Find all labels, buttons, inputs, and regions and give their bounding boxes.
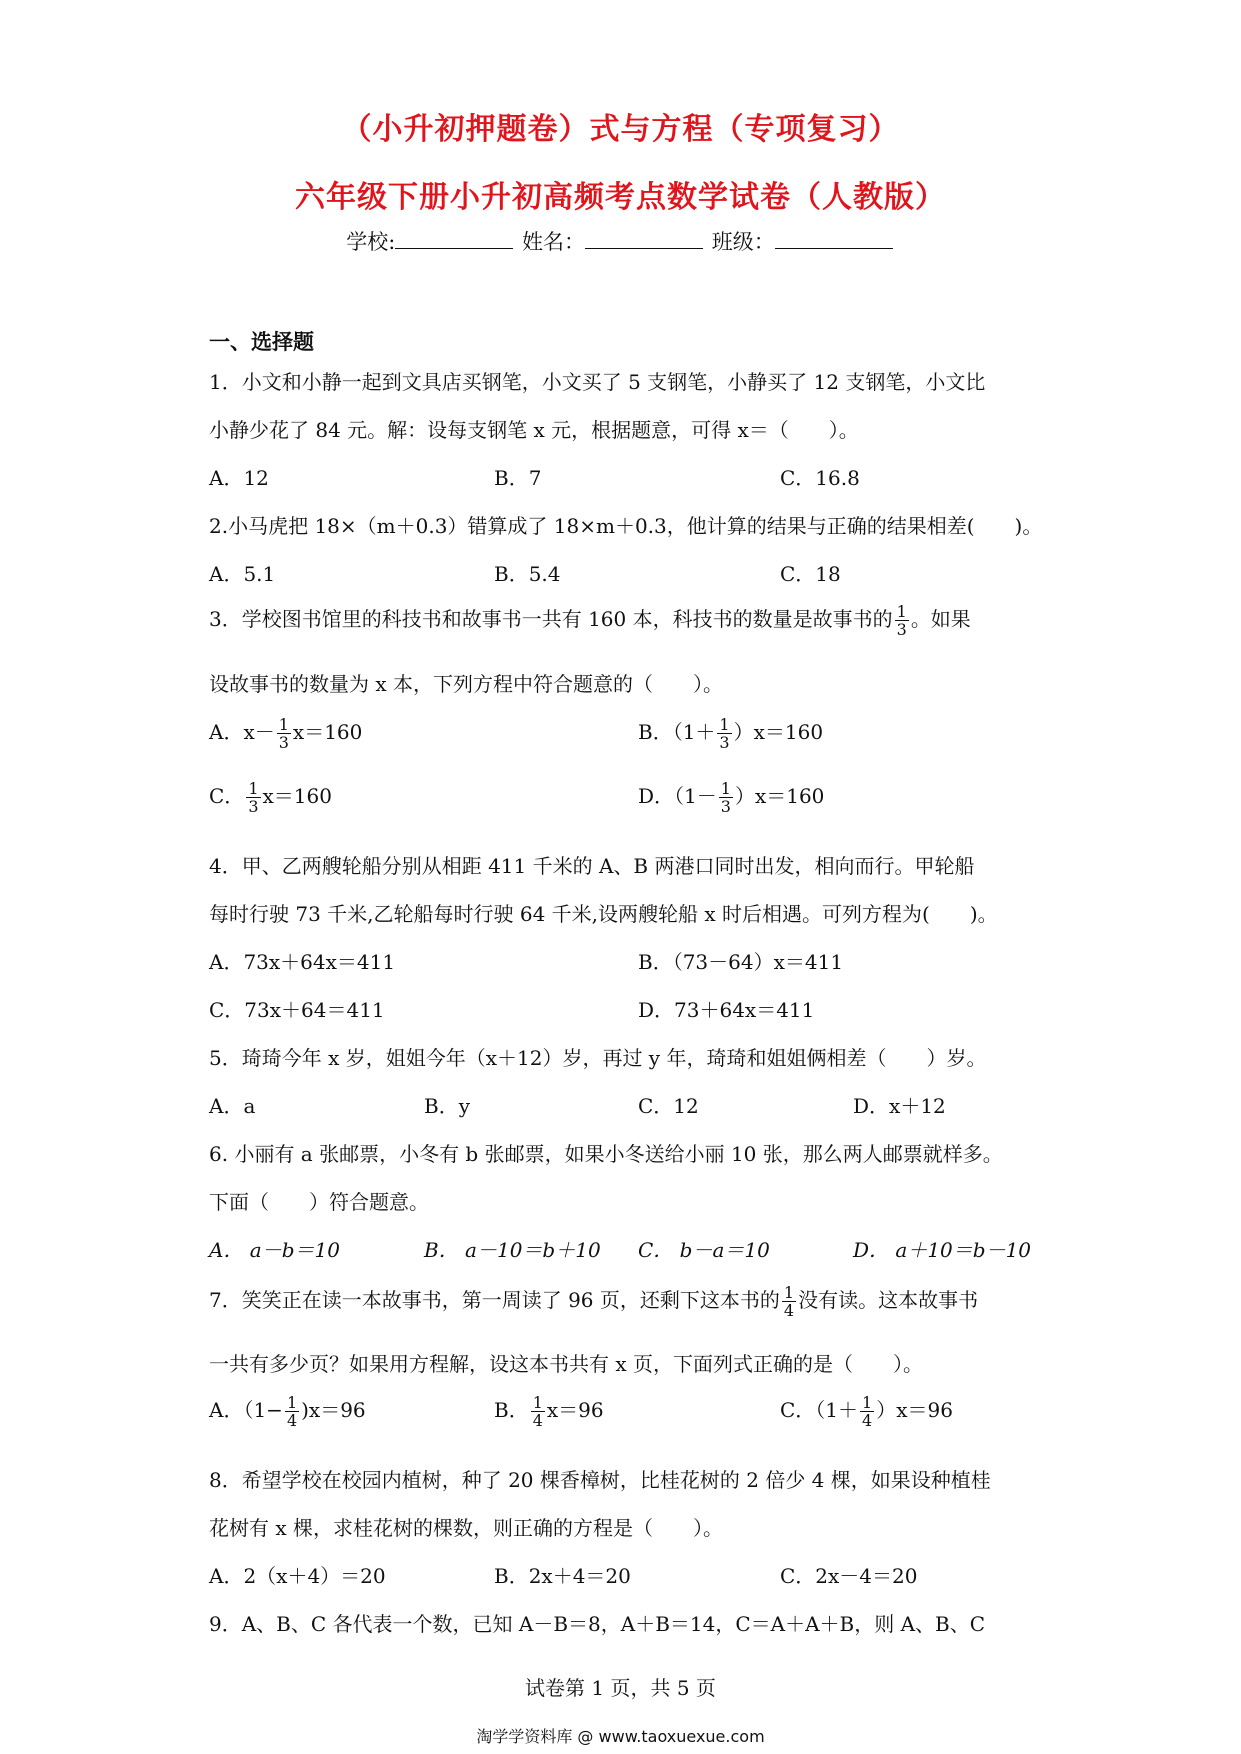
q9-line1: 9．A、B、C 各代表一个数，已知 A－B＝8，A＋B＝14，C＝A＋A＋B，则 A、B、C: [209, 1612, 986, 1636]
fraction: $\frac{1}{3}$: [896, 602, 907, 639]
q4-option-d: D．73＋64x＝411: [638, 998, 815, 1022]
page-footer: 试卷第 1 页，共 5 页: [525, 1676, 716, 1700]
q7-option-b: B． $\frac{1}{4}$ x＝96: [494, 1393, 604, 1430]
q4-line2: 每时行驶 73 千米,乙轮船每时行驶 64 千米,设两艘轮船 x 时后相遇。可列方程为( )。: [209, 902, 998, 926]
q1-option-b: B．7: [494, 466, 542, 490]
q1-line1: 1．小文和小静一起到文具店买钢笔，小文买了 5 支钢笔，小静买了 12 支钢笔，小文比: [209, 370, 986, 394]
q3-text-end: 。如果: [910, 607, 971, 631]
fraction: $\frac{1}{4}$: [286, 1393, 298, 1430]
fraction: $\frac{1}{3}$: [720, 779, 731, 816]
student-info: [0, 226, 1241, 256]
name-blank: [585, 228, 703, 249]
q7-option-c: C．（1＋ $\frac{1}{4}$ ）x＝96: [780, 1393, 953, 1430]
fraction: $\frac{1}{3}$: [719, 715, 730, 752]
q3-option-b: B．（1＋ $\frac{1}{3}$ ）x＝160: [638, 715, 824, 752]
school-blank: [395, 228, 513, 249]
q6-option-a: A． a－b＝10: [209, 1238, 340, 1262]
q6-line2: 下面（ ）符合题意。: [209, 1190, 429, 1214]
q7-line2: 一共有多少页？如果用方程解，设这本书共有 x 页，下面列式正确的是（ ）。: [209, 1352, 923, 1376]
q8-line1: 8．希望学校在校园内植树，种了 20 棵香樟树，比桂花树的 2 倍少 4 棵，如果设种植桂: [209, 1468, 991, 1492]
fraction: $\frac{1}{3}$: [278, 715, 289, 752]
q8-option-c: C．2x－4＝20: [780, 1564, 918, 1588]
q7-option-a: A．（1− $\frac{1}{4}$ )x＝96: [209, 1393, 366, 1430]
q3-option-c: C． $\frac{1}{3}$ x＝160: [209, 779, 332, 816]
class-label: 班级：: [711, 230, 775, 254]
paper-subtitle: 六年级下册小升初高频考点数学试卷（人教版）: [295, 180, 946, 215]
q7-line1: 7．笑笑正在读一本故事书，第一周读了 96 页，还剩下这本书的 $\frac{1}{4}$ 没有读。这本故事书: [209, 1283, 979, 1320]
q4-option-c: C．73x＋64＝411: [209, 998, 385, 1022]
q5-option-d: D．x＋12: [853, 1094, 946, 1118]
name-label: 姓名：: [522, 230, 586, 254]
q6-option-c: C． b－a＝10: [638, 1238, 770, 1262]
q1-option-c: C．16.8: [780, 466, 860, 490]
q3-option-d: D．（1－ $\frac{1}{3}$ ）x＝160: [638, 779, 825, 816]
fraction: $\frac{1}{4}$: [532, 1393, 543, 1430]
q4-option-b: B．（73－64）x＝411: [638, 950, 844, 974]
class-blank: [775, 228, 893, 249]
section-heading: 一、选择题: [209, 330, 314, 354]
q4-option-a: A．73x＋64x＝411: [209, 950, 396, 974]
paper-title: （小升初押题卷）式与方程（专项复习）: [341, 112, 900, 147]
q5-option-c: C．12: [638, 1094, 699, 1118]
q5-line1: 5．琦琦今年 x 岁，姐姐今年（x＋12）岁，再过 y 年，琦琦和姐姐俩相差（ ）岁。: [209, 1046, 987, 1070]
q2-option-a: A．5.1: [209, 562, 276, 586]
watermark: 淘学学资料库 @ www.taoxuexue.com: [476, 1727, 765, 1746]
q6-line1: 6. 小丽有 a 张邮票，小冬有 b 张邮票，如果小冬送给小丽 10 张，那么两人邮票就样多。: [209, 1142, 1003, 1166]
q3-line1: [209, 603, 971, 638]
q5-option-b: B．y: [424, 1094, 470, 1118]
q3-line2: 设故事书的数量为 x 本，下列方程中符合题意的（ ）。: [209, 672, 723, 696]
q5-option-a: A．a: [209, 1094, 256, 1118]
q1-line2: 小静少花了 84 元。解：设每支钢笔 x 元，根据题意，可得 x＝（ ）。: [209, 418, 859, 442]
q8-line2: 花树有 x 棵，求桂花树的棵数，则正确的方程是（ ）。: [209, 1516, 723, 1540]
q2-line1: 2.小马虎把 18×（m＋0.3）错算成了 18×m＋0.3，他计算的结果与正确的结果相差( )。: [209, 514, 1043, 538]
q2-option-b: B．5.4: [494, 562, 561, 586]
q4-line1: 4．甲、乙两艘轮船分别从相距 411 千米的 A、B 两港口同时出发，相向而行。甲轮船: [209, 854, 975, 878]
q3-option-a: A．x－ $\frac{1}{3}$ x＝160: [209, 715, 363, 752]
fraction: $\frac{1}{4}$: [862, 1393, 873, 1430]
q6-option-b: B． a－10＝b＋10: [424, 1238, 601, 1262]
school-label: 学校:: [346, 230, 396, 254]
q3-text: 3．学校图书馆里的科技书和故事书一共有 160 本，科技书的数量是故事书的: [209, 607, 893, 631]
fraction: $\frac{1}{4}$: [783, 1283, 795, 1320]
q2-option-c: C．18: [780, 562, 841, 586]
q8-option-a: A．2（x＋4）＝20: [209, 1564, 386, 1588]
q8-option-b: B．2x＋4＝20: [494, 1564, 631, 1588]
q1-option-a: A．12: [209, 466, 269, 490]
q6-option-d: D． a＋10＝b－10: [853, 1238, 1032, 1262]
fraction: $\frac{1}{3}$: [248, 779, 259, 816]
